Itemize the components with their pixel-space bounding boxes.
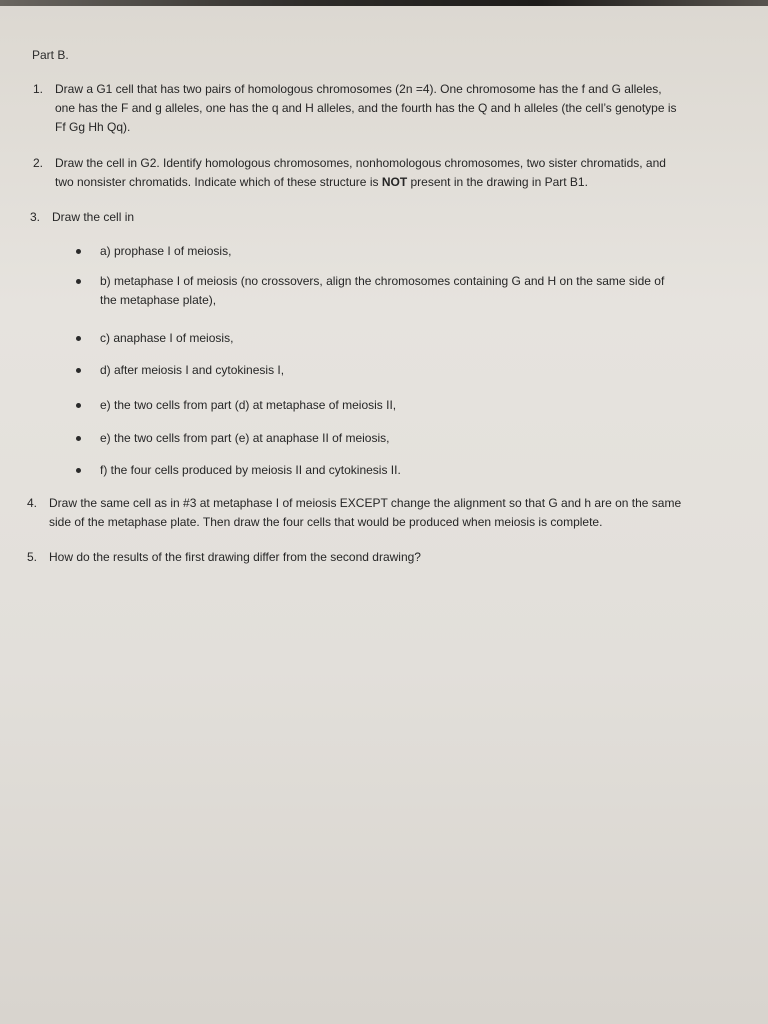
question-1-line-3: Ff Gg Hh Qq). xyxy=(55,120,131,134)
bullet-dot-icon xyxy=(76,403,81,408)
bullet-item xyxy=(76,242,231,261)
question-1 xyxy=(33,80,745,137)
bullet-item xyxy=(76,461,401,480)
question-4-number: 4. xyxy=(27,496,38,510)
question-5 xyxy=(27,548,739,567)
bullet-dot-icon xyxy=(76,336,81,341)
question-1-line-1: Draw a G1 cell that has two pairs of homologous chromosomes (2n =4). One chromosome has the f and G alleles, xyxy=(55,82,662,96)
bullet-text: e) the two cells from part (d) at metaphase of meiosis II, xyxy=(100,398,397,412)
bullet-item xyxy=(76,272,736,310)
bullet-dot-icon xyxy=(76,249,81,254)
bullet-text: f) the four cells produced by meiosis II and cytokinesis II. xyxy=(100,463,401,477)
question-3 xyxy=(30,208,742,227)
bullet-dot-icon xyxy=(76,436,81,441)
question-5-number: 5. xyxy=(27,550,38,564)
question-3-number: 3. xyxy=(30,210,41,224)
question-2-line-2-end: present in the drawing in Part B1. xyxy=(407,175,588,189)
bullet-dot-icon xyxy=(76,368,81,373)
bullet-text: d) after meiosis I and cytokinesis I, xyxy=(100,363,285,377)
question-4 xyxy=(27,494,752,532)
question-4-line-2: side of the metaphase plate. Then draw the four cells that would be produced when meiosis is complete. xyxy=(49,515,603,529)
bullet-text: a) prophase I of meiosis, xyxy=(100,244,232,258)
bullet-item xyxy=(76,396,396,415)
question-1-number: 1. xyxy=(33,82,44,96)
bullet-item xyxy=(76,329,233,348)
question-3-text: Draw the cell in xyxy=(52,210,135,224)
question-2-emphasis: NOT xyxy=(381,175,408,189)
bullet-text: b) metaphase I of meiosis (no crossovers, align the chromosomes containing G and H on the same side of xyxy=(100,274,665,288)
bullet-dot-icon xyxy=(76,468,81,473)
question-1-line-2: one has the F and g alleles, one has the q and H alleles, and the fourth has the Q and h alleles (the cell’s genotype is xyxy=(55,101,677,115)
bullet-item xyxy=(76,429,389,448)
bullet-text-continued: the metaphase plate), xyxy=(100,293,217,307)
question-2-line-2-start: two nonsister chromatids. Indicate which of these structure is xyxy=(55,175,382,189)
question-2-number: 2. xyxy=(33,156,44,170)
question-2-line-1: Draw the cell in G2. Identify homologous chromosomes, nonhomologous chromosomes, two sister chromatids, and xyxy=(55,156,666,170)
question-2 xyxy=(33,154,745,192)
question-4-line-1: Draw the same cell as in #3 at metaphase I of meiosis EXCEPT change the alignment so that G and h are on the same xyxy=(49,496,682,510)
part-title: Part B. xyxy=(32,48,69,62)
bullet-item xyxy=(76,361,284,380)
bullet-dot-icon xyxy=(76,279,81,284)
bullet-text: c) anaphase I of meiosis, xyxy=(100,331,234,345)
bullet-text: e) the two cells from part (e) at anaphase II of meiosis, xyxy=(100,431,390,445)
question-5-text: How do the results of the first drawing differ from the second drawing? xyxy=(49,550,421,564)
question-2-line-2 xyxy=(55,173,745,192)
